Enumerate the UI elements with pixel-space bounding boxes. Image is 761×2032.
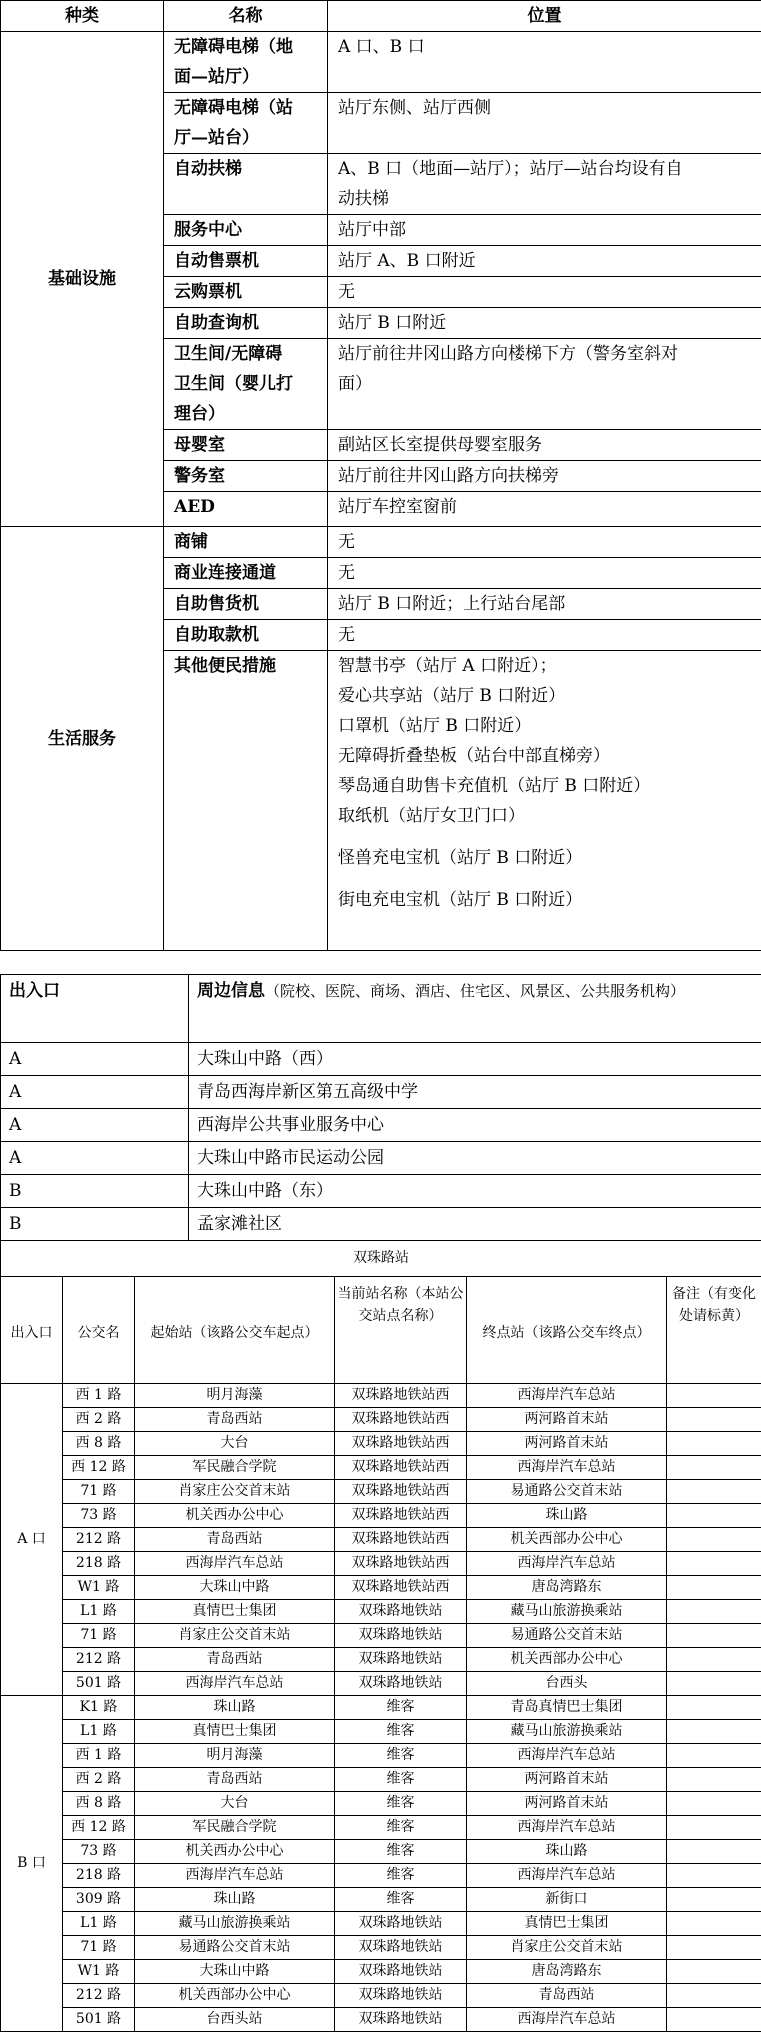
facility-name-line: AED [174,492,323,522]
bus-route: L1 路 [63,1720,135,1744]
surroundings-row [1,1142,761,1175]
bus-header-end: 终点站（该路公交车终点） [467,1277,667,1384]
bus-end: 两河路首末站 [467,1792,667,1816]
facility-position [328,154,761,215]
bus-title: 双珠路站 [1,1241,761,1277]
bus-route: 501 路 [63,1672,135,1696]
facility-position [328,651,761,951]
bus-route: 501 路 [63,2008,135,2032]
bus-note [667,1792,761,1816]
surroundings-exit: B [1,1208,189,1241]
facility-position [328,430,761,461]
bus-row [1,1576,761,1600]
bus-start: 西海岸汽车总站 [135,1672,335,1696]
bus-current: 双珠路地铁站西 [335,1480,467,1504]
bus-current: 维客 [335,1840,467,1864]
bus-header-note: 备注（有变化处请标黄） [667,1277,761,1384]
facilities-header-row [1,1,761,32]
bus-start: 大珠山中路 [135,1960,335,1984]
bus-note [667,1552,761,1576]
surroundings-exit: B [1,1175,189,1208]
facility-name [164,32,328,93]
header-info-title: 周边信息 [197,981,265,1001]
facility-name [164,430,328,461]
bus-note [667,1504,761,1528]
bus-route: 71 路 [63,1480,135,1504]
facility-position-line: 智慧书亭（站厅 A 口附近）； [338,651,755,681]
bus-current: 双珠路地铁站西 [335,1576,467,1600]
surroundings-exit: A [1,1076,189,1109]
bus-start: 明月海藻 [135,1384,335,1408]
bus-note [667,1840,761,1864]
facility-name-line: 云购票机 [174,277,323,307]
facility-position [328,589,761,620]
facility-name [164,527,328,558]
facility-name [164,461,328,492]
bus-row [1,1984,761,2008]
bus-route: 309 路 [63,1888,135,1912]
bus-row [1,1408,761,1432]
bus-current: 双珠路地铁站 [335,1984,467,2008]
facility-position-line: 琴岛通自助售卡充值机（站厅 B 口附近） [338,771,755,801]
bus-row [1,1672,761,1696]
facility-name-line: 无障碍电梯（地 [174,32,323,62]
bus-row [1,1624,761,1648]
bus-current: 维客 [335,1768,467,1792]
bus-note [667,1648,761,1672]
bus-current: 维客 [335,1792,467,1816]
bus-exit: A 口 [1,1384,63,1696]
bus-note [667,1408,761,1432]
facility-position-line: 副站区长室提供母婴室服务 [338,430,755,460]
facility-position-line: 站厅车控室窗前 [338,492,755,522]
facility-row [1,32,761,93]
bus-start: 台西头站 [135,2008,335,2032]
bus-row [1,1648,761,1672]
surroundings-exit: A [1,1043,189,1076]
bus-route: 71 路 [63,1624,135,1648]
bus-start: 易通路公交首末站 [135,1936,335,1960]
bus-current: 维客 [335,1888,467,1912]
facility-name [164,308,328,339]
bus-end: 唐岛湾路东 [467,1576,667,1600]
bus-header-start: 起始站（该路公交车起点） [135,1277,335,1384]
facility-position [328,461,761,492]
facility-position-line: 取纸机（站厅女卫门口） [338,801,755,831]
facility-name-line: 自助查询机 [174,308,323,338]
facility-position-line: 无障碍折叠垫板（站台中部直梯旁） [338,741,755,771]
bus-row [1,1480,761,1504]
facility-name [164,93,328,154]
header-position: 位置 [328,1,761,32]
bus-start: 肖家庄公交首末站 [135,1480,335,1504]
bus-route: 西 12 路 [63,1456,135,1480]
bus-end: 两河路首末站 [467,1768,667,1792]
surroundings-info: 大珠山中路（西） [189,1043,761,1076]
facility-position [328,93,761,154]
bus-note [667,2008,761,2032]
facility-name-line: 商铺 [174,527,323,557]
bus-current: 双珠路地铁站西 [335,1504,467,1528]
bus-row [1,1456,761,1480]
bus-start: 真情巴士集团 [135,1720,335,1744]
bus-header-route: 公交名 [63,1277,135,1384]
facility-position [328,246,761,277]
bus-row [1,1432,761,1456]
bus-start: 机关西办公中心 [135,1504,335,1528]
surroundings-exit: A [1,1109,189,1142]
bus-end: 西海岸汽车总站 [467,1864,667,1888]
facility-position-line: 无 [338,277,755,307]
facility-position-line: 站厅中部 [338,215,755,245]
bus-current: 双珠路地铁站 [335,2008,467,2032]
bus-end: 西海岸汽车总站 [467,1552,667,1576]
bus-note [667,1960,761,1984]
facility-name [164,154,328,215]
bus-end: 易通路公交首末站 [467,1624,667,1648]
facility-position-line: 无 [338,558,755,588]
bus-start: 机关西办公中心 [135,1840,335,1864]
facility-position-line: 站厅 B 口附近；上行站台尾部 [338,589,755,619]
surroundings-info: 青岛西海岸新区第五高级中学 [189,1076,761,1109]
surroundings-row [1,1043,761,1076]
facility-category: 生活服务 [1,527,164,951]
surroundings-info: 大珠山中路市民运动公园 [189,1142,761,1175]
facility-name-line: 母婴室 [174,430,323,460]
bus-title-row [1,1241,761,1277]
facility-position [328,215,761,246]
facility-position-line: 站厅 A、B 口附近 [338,246,755,276]
bus-note [667,1768,761,1792]
bus-current: 双珠路地铁站西 [335,1408,467,1432]
surroundings-info: 大珠山中路（东） [189,1175,761,1208]
facility-position-line: A、B 口（地面—站厅）；站厅—站台均设有自 [338,154,755,184]
facility-position-line: 站厅东侧、站厅西侧 [338,93,755,123]
bus-row [1,1840,761,1864]
facility-position [328,308,761,339]
bus-current: 双珠路地铁站 [335,1912,467,1936]
bus-route: 西 12 路 [63,1816,135,1840]
bus-row [1,1912,761,1936]
bus-route: 218 路 [63,1864,135,1888]
facility-name-line: 其他便民措施 [174,651,323,681]
bus-row [1,1696,761,1720]
bus-note [667,1936,761,1960]
surroundings-info: 孟家滩社区 [189,1208,761,1241]
bus-note [667,1384,761,1408]
bus-start: 明月海藻 [135,1744,335,1768]
bus-current: 维客 [335,1864,467,1888]
bus-note [667,1600,761,1624]
bus-start: 青岛西站 [135,1528,335,1552]
facility-position-line: 面） [338,369,755,399]
bus-route: 212 路 [63,1984,135,2008]
facility-position [328,492,761,527]
bus-current: 双珠路地铁站 [335,1672,467,1696]
facility-name [164,558,328,589]
bus-end: 青岛西站 [467,1984,667,2008]
bus-end: 藏马山旅游换乘站 [467,1720,667,1744]
facility-position-line: 街电充电宝机（站厅 B 口附近） [338,885,755,915]
bus-end: 两河路首末站 [467,1408,667,1432]
bus-end: 西海岸汽车总站 [467,1384,667,1408]
bus-current: 双珠路地铁站 [335,1960,467,1984]
facility-name [164,651,328,951]
facility-category: 基础设施 [1,32,164,527]
header-exit: 出入口 [1,975,189,1043]
bus-start: 西海岸汽车总站 [135,1552,335,1576]
facility-name [164,339,328,430]
bus-end: 西海岸汽车总站 [467,1456,667,1480]
bus-start: 机关西部办公中心 [135,1984,335,2008]
bus-note [667,1888,761,1912]
facility-position-line: A 口、B 口 [338,32,755,62]
bus-end: 西海岸汽车总站 [467,2008,667,2032]
facility-position-line: 站厅前往井冈山路方向扶梯旁 [338,461,755,491]
bus-start: 珠山路 [135,1888,335,1912]
bus-end: 两河路首末站 [467,1432,667,1456]
facility-position-line: 站厅前往井冈山路方向楼梯下方（警务室斜对 [338,339,755,369]
bus-note [667,1624,761,1648]
bus-route: 西 8 路 [63,1432,135,1456]
bus-start: 藏马山旅游换乘站 [135,1912,335,1936]
header-name: 名称 [164,1,328,32]
bus-note [667,1456,761,1480]
bus-route: 71 路 [63,1936,135,1960]
bus-header-row [1,1277,761,1384]
bus-row [1,1960,761,1984]
facility-name [164,277,328,308]
bus-start: 西海岸汽车总站 [135,1864,335,1888]
facility-name-line: 自动扶梯 [174,154,323,184]
facility-position [328,558,761,589]
facility-name [164,492,328,527]
bus-note [667,1744,761,1768]
facility-name [164,246,328,277]
bus-note [667,1432,761,1456]
facility-position-line: 站厅 B 口附近 [338,308,755,338]
bus-row [1,1720,761,1744]
bus-start: 珠山路 [135,1696,335,1720]
facility-position [328,527,761,558]
bus-start: 青岛西站 [135,1408,335,1432]
facility-row [1,527,761,558]
bus-route: W1 路 [63,1576,135,1600]
bus-route: 73 路 [63,1840,135,1864]
facility-name-line: 卫生间/无障碍 [174,339,323,369]
surroundings-row [1,1109,761,1142]
bus-end: 真情巴士集团 [467,1912,667,1936]
bus-row [1,1936,761,1960]
surroundings-row [1,1076,761,1109]
bus-row [1,1552,761,1576]
facility-name-line: 自动售票机 [174,246,323,276]
bus-current: 双珠路地铁站 [335,1624,467,1648]
bus-route: 218 路 [63,1552,135,1576]
bus-current: 双珠路地铁站西 [335,1552,467,1576]
bus-note [667,1696,761,1720]
bus-exit: B 口 [1,1696,63,2032]
bus-end: 珠山路 [467,1504,667,1528]
bus-row [1,1528,761,1552]
bus-note [667,1672,761,1696]
bus-start: 真情巴士集团 [135,1600,335,1624]
bus-current: 双珠路地铁站 [335,1936,467,1960]
bus-note [667,1576,761,1600]
bus-current: 维客 [335,1696,467,1720]
bus-row [1,1768,761,1792]
bus-current: 双珠路地铁站西 [335,1432,467,1456]
bus-end: 西海岸汽车总站 [467,1816,667,1840]
bus-current: 维客 [335,1744,467,1768]
bus-start: 大台 [135,1792,335,1816]
bus-end: 新街口 [467,1888,667,1912]
bus-start: 青岛西站 [135,1768,335,1792]
bus-route: W1 路 [63,1960,135,1984]
bus-route: 西 8 路 [63,1792,135,1816]
bus-route: 212 路 [63,1528,135,1552]
facility-position [328,339,761,430]
bus-end: 肖家庄公交首末站 [467,1936,667,1960]
facility-name [164,215,328,246]
surroundings-exit: A [1,1142,189,1175]
surroundings-row [1,1175,761,1208]
bus-note [667,1528,761,1552]
bus-end: 唐岛湾路东 [467,1960,667,1984]
bus-note [667,1816,761,1840]
bus-note [667,1984,761,2008]
facility-position-line: 无 [338,527,755,557]
bus-row [1,1816,761,1840]
bus-end: 台西头 [467,1672,667,1696]
bus-row [1,1504,761,1528]
facility-name-line: 面—站厅） [174,62,323,92]
facility-position [328,32,761,93]
bus-route: L1 路 [63,1600,135,1624]
bus-end: 青岛真情巴士集团 [467,1696,667,1720]
header-info [189,975,761,1043]
bus-end: 易通路公交首末站 [467,1480,667,1504]
facility-position-line: 怪兽充电宝机（站厅 B 口附近） [338,843,755,873]
bus-end: 藏马山旅游换乘站 [467,1600,667,1624]
bus-route: 西 2 路 [63,1408,135,1432]
facility-name-line: 警务室 [174,461,323,491]
facility-position-line: 无 [338,620,755,650]
bus-current: 维客 [335,1816,467,1840]
bus-current: 双珠路地铁站 [335,1600,467,1624]
bus-note [667,1864,761,1888]
bus-start: 军民融合学院 [135,1456,335,1480]
facility-position [328,620,761,651]
facility-name-line: 服务中心 [174,215,323,245]
bus-start: 肖家庄公交首末站 [135,1624,335,1648]
facility-name-line: 理台） [174,399,323,429]
facility-position [328,277,761,308]
bus-end: 西海岸汽车总站 [467,1744,667,1768]
bus-start: 青岛西站 [135,1648,335,1672]
bus-route: K1 路 [63,1696,135,1720]
bus-row [1,1600,761,1624]
bus-route: 西 1 路 [63,1744,135,1768]
bus-start: 军民融合学院 [135,1816,335,1840]
header-category: 种类 [1,1,164,32]
bus-row [1,1888,761,1912]
bus-row [1,2008,761,2032]
facility-name-line: 卫生间（婴儿打 [174,369,323,399]
bus-table [0,1240,761,2032]
bus-start: 大珠山中路 [135,1576,335,1600]
bus-route: 73 路 [63,1504,135,1528]
facility-name-line: 厅—站台） [174,123,323,153]
bus-route: 212 路 [63,1648,135,1672]
facility-name [164,620,328,651]
surroundings-row [1,1208,761,1241]
bus-header-exit: 出入口 [1,1277,63,1384]
bus-end: 机关西部办公中心 [467,1648,667,1672]
facility-position-line: 动扶梯 [338,184,755,214]
bus-note [667,1912,761,1936]
bus-end: 珠山路 [467,1840,667,1864]
bus-current: 维客 [335,1720,467,1744]
surroundings-info: 西海岸公共事业服务中心 [189,1109,761,1142]
bus-current: 双珠路地铁站西 [335,1384,467,1408]
bus-route: 西 1 路 [63,1384,135,1408]
facilities-table [0,0,761,951]
surroundings-header-row [1,975,761,1043]
bus-row [1,1792,761,1816]
facility-position-line: 爱心共享站（站厅 B 口附近） [338,681,755,711]
bus-note [667,1720,761,1744]
bus-row [1,1864,761,1888]
header-info-sub: （院校、医院、商场、酒店、住宅区、风景区、公共服务机构） [265,982,685,1000]
facility-name-line: 无障碍电梯（站 [174,93,323,123]
facility-name [164,589,328,620]
facility-name-line: 自助售货机 [174,589,323,619]
bus-start: 大台 [135,1432,335,1456]
facility-name-line: 商业连接通道 [174,558,323,588]
bus-row [1,1384,761,1408]
facility-position-line: 口罩机（站厅 B 口附近） [338,711,755,741]
bus-header-current: 当前站名称（本站公交站点名称） [335,1277,467,1384]
bus-route: L1 路 [63,1912,135,1936]
bus-row [1,1744,761,1768]
bus-note [667,1480,761,1504]
facility-name-line: 自助取款机 [174,620,323,650]
surroundings-table [0,974,761,1241]
bus-route: 西 2 路 [63,1768,135,1792]
bus-current: 双珠路地铁站西 [335,1456,467,1480]
bus-current: 双珠路地铁站西 [335,1528,467,1552]
bus-end: 机关西部办公中心 [467,1528,667,1552]
bus-current: 双珠路地铁站 [335,1648,467,1672]
